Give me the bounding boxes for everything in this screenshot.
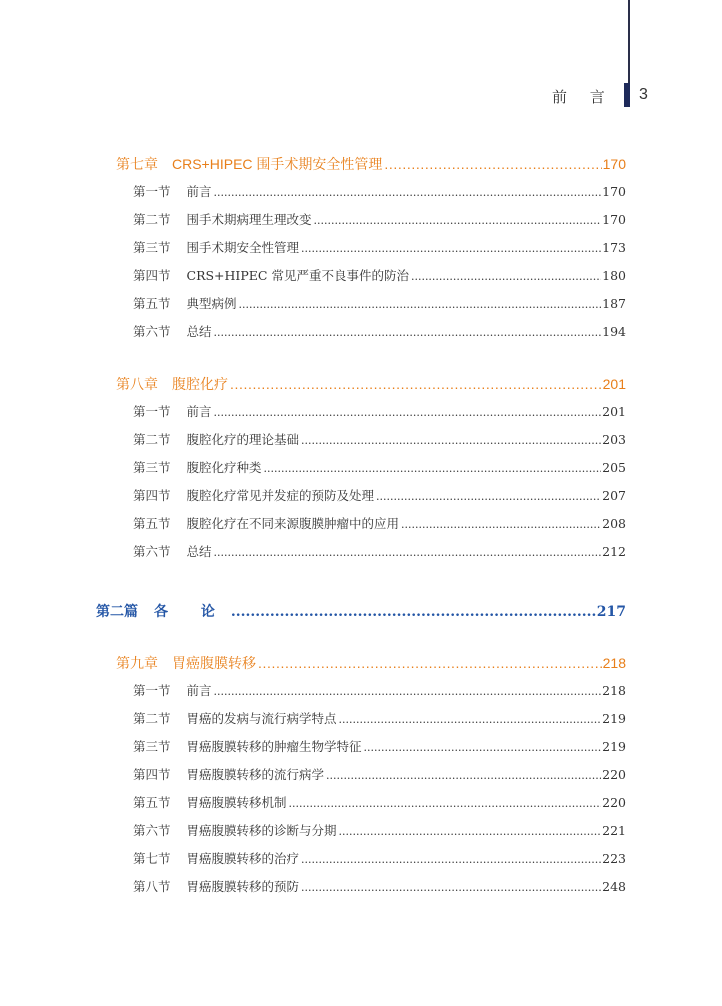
toc-chapter-entry[interactable] [116,374,626,394]
toc-section-title: 典型病例 [186,296,237,311]
dot-leader [384,156,601,172]
toc-page-number: 205 [602,460,626,475]
toc-section-number: 第五节 [133,795,171,810]
toc-section-number: 第四节 [133,767,171,782]
toc-section-number: 第三节 [133,460,171,475]
toc-page-number: 223 [602,851,626,866]
toc-section-entry[interactable] [133,681,626,699]
toc-section-entry[interactable] [133,266,626,284]
dot-leader [214,326,602,339]
toc-page-number: 219 [602,739,626,754]
toc-section-entry[interactable] [133,430,626,448]
dot-leader [411,270,601,283]
toc-section-title: 胃癌的发病与流行病学特点 [186,711,337,726]
toc-section-title: 胃癌腹膜转移的肿瘤生物学特征 [186,739,362,754]
toc-section-title: 前言 [186,683,212,698]
dot-leader [339,713,602,726]
toc-chapter-entry[interactable] [116,653,626,673]
toc-section-number: 第五节 [133,296,171,311]
toc-section-entry[interactable] [133,458,626,476]
toc-section-entry[interactable] [133,849,626,867]
dot-leader [264,462,602,475]
toc-section-title: 前言 [186,404,212,419]
page-number: 3 [639,86,648,103]
toc-section-number: 第二节 [133,432,171,447]
dot-leader [376,490,601,503]
toc-section-entry[interactable] [133,709,626,727]
toc-page-number: 170 [602,156,626,172]
toc-page-number: 173 [602,240,626,255]
toc-page-number: 201 [602,376,626,392]
toc-section-title: 围手术期安全性管理 [186,240,300,255]
toc-section-entry[interactable] [133,402,626,420]
dot-leader [239,298,602,311]
toc-section-entry[interactable] [133,514,626,532]
dot-leader [301,434,601,447]
toc-page-number: 219 [602,711,626,726]
toc-chapter-title: 胃癌腹膜转移 [172,655,256,671]
toc-page-number: 170 [602,184,626,199]
dot-leader [364,741,602,754]
toc-page-number: 187 [602,296,626,311]
dot-leader [301,853,601,866]
toc-page-number: 221 [602,823,626,838]
toc-section-entry[interactable] [133,322,626,340]
toc-section-number: 第三节 [133,739,171,754]
toc-part-entry[interactable] [96,601,626,621]
toc-section-entry[interactable] [133,210,626,228]
running-header-title: 前 言 [552,88,614,106]
toc-section-title: 腹腔化疗常见并发症的预防及处理 [186,488,375,503]
toc-section-entry[interactable] [133,294,626,312]
toc-section-number: 第四节 [133,268,171,283]
toc-part-title: 各 论 [154,604,229,620]
dot-leader [230,376,602,392]
toc-page-number: 218 [602,683,626,698]
toc-section-number: 第八节 [133,879,171,894]
toc-section-number: 第四节 [133,488,171,503]
dot-leader [214,406,602,419]
toc-section-title: 腹腔化疗种类 [186,460,262,475]
toc-page-number: 203 [602,432,626,447]
toc-page-number: 180 [602,268,626,283]
toc-section-entry[interactable] [133,182,626,200]
toc-section-number: 第六节 [133,823,171,838]
toc-section-entry[interactable] [133,821,626,839]
toc-section-number: 第二节 [133,212,171,227]
toc-section-title: CRS+HIPEC 常见严重不良事件的防治 [186,268,409,283]
toc-section-title: 胃癌腹膜转移的诊断与分期 [186,823,337,838]
toc-section-entry[interactable] [133,737,626,755]
toc-section-number: 第七节 [133,851,171,866]
dot-leader [289,797,602,810]
dot-leader [214,685,602,698]
toc-page-number: 217 [596,604,626,620]
toc-section-title: 胃癌腹膜转移的预防 [186,879,300,894]
dot-leader [401,518,601,531]
dot-leader [301,242,601,255]
toc-part-number: 第二篇 [96,604,138,620]
dot-leader [301,881,601,894]
toc-section-entry[interactable] [133,542,626,560]
toc-section-title: 胃癌腹膜转移的流行病学 [186,767,325,782]
toc-page-number: 194 [602,324,626,339]
toc-section-number: 第一节 [133,683,171,698]
toc-section-entry[interactable] [133,793,626,811]
toc-section-number: 第六节 [133,324,171,339]
toc-section-number: 第五节 [133,516,171,531]
toc-chapter-number: 第八章 [116,376,158,392]
toc-chapter-title: CRS+HIPEC 围手术期安全性管理 [172,156,383,172]
toc-section-entry[interactable] [133,486,626,504]
header-vertical-rule [628,0,630,93]
toc-chapter-entry[interactable] [116,154,626,174]
dot-leader [314,214,602,227]
toc-section-number: 第六节 [133,544,171,559]
dot-leader [258,655,602,671]
toc-page-number: 212 [602,544,626,559]
toc-section-title: 腹腔化疗的理论基础 [186,432,300,447]
toc-section-title: 胃癌腹膜转移的治疗 [186,851,300,866]
toc-section-number: 第三节 [133,240,171,255]
toc-section-entry[interactable] [133,877,626,895]
dot-leader [231,604,596,620]
toc-section-title: 前言 [186,184,212,199]
toc-page-number: 170 [602,212,626,227]
dot-leader [214,186,602,199]
toc-page-number: 201 [602,404,626,419]
toc-section-entry[interactable] [133,765,626,783]
toc-page-number: 220 [602,795,626,810]
toc-page-number: 248 [602,879,626,894]
toc-section-title: 腹腔化疗在不同来源腹膜肿瘤中的应用 [186,516,400,531]
toc-chapter-number: 第七章 [116,156,158,172]
toc-page-number: 220 [602,767,626,782]
toc-section-title: 总结 [186,324,212,339]
toc-page-number: 218 [602,655,626,671]
toc-section-number: 第一节 [133,404,171,419]
toc-page-number: 207 [602,488,626,503]
toc-page-number: 208 [602,516,626,531]
toc-section-title: 围手术期病理生理改变 [186,212,312,227]
toc-section-title: 总结 [186,544,212,559]
header-accent-bar [624,83,630,107]
toc-section-number: 第一节 [133,184,171,199]
dot-leader [214,546,602,559]
toc-section-number: 第二节 [133,711,171,726]
toc-chapter-number: 第九章 [116,655,158,671]
toc-section-entry[interactable] [133,238,626,256]
dot-leader [339,825,602,838]
toc-section-title: 胃癌腹膜转移机制 [186,795,287,810]
dot-leader [326,769,601,782]
toc-chapter-title: 腹腔化疗 [172,376,228,392]
